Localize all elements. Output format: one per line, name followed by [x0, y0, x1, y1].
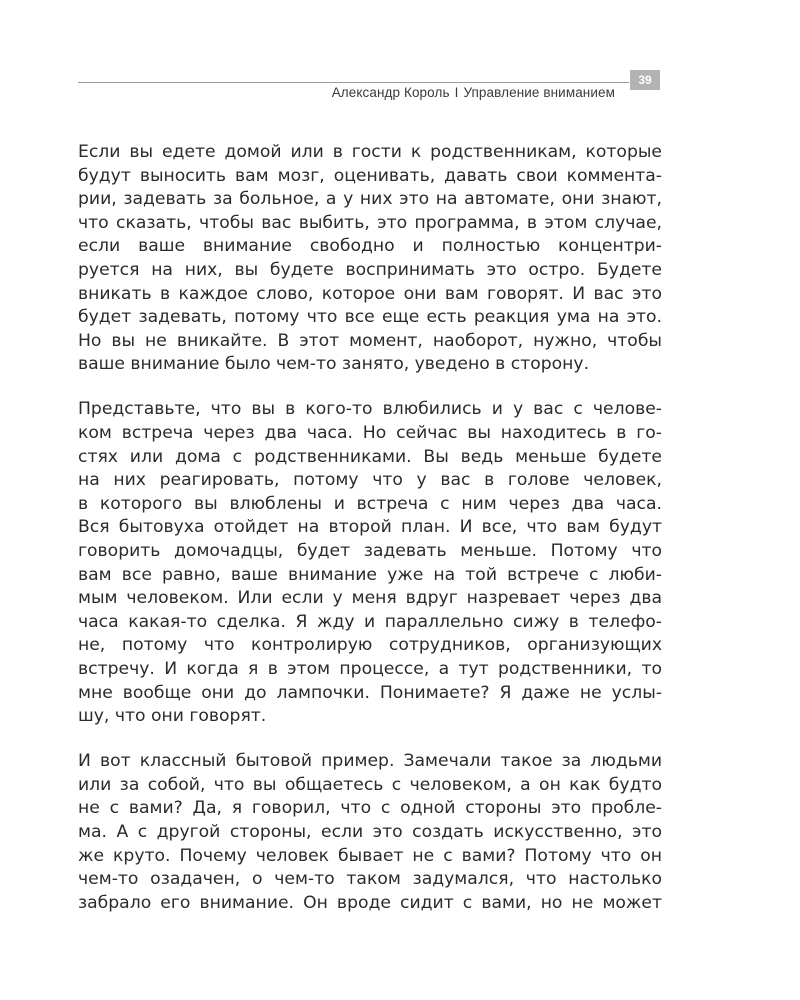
text-line: рии, задевать за больное, а у них это на автомате, они знают,	[78, 189, 662, 210]
text-line: встречу. И когда я в этом процессе, а тут родственники, то	[78, 658, 662, 679]
text-line: забрало его внимание. Он вроде сидит с вами, но не может	[78, 892, 662, 913]
text-line: будет задевать, потому что все еще есть реакция ума на это.	[78, 307, 662, 328]
text-line: И вот классный бытовой пример. Замечали такое за людьми	[78, 751, 662, 772]
text-line: не с вами? Да, я говорил, что с одной стороны это пробле-	[78, 798, 662, 819]
text-line: руется на них, вы будете воспринимать это остро. Будете	[78, 259, 662, 280]
text-line: в которого вы влюблены и встреча с ним через два часа.	[78, 493, 662, 514]
text-line: стях или дома с родственниками. Вы ведь меньше будете	[78, 446, 662, 467]
text-line: мне вообще они до лампочки. Понимаете? Я даже не услы-	[78, 682, 662, 703]
header-rule	[78, 82, 629, 83]
text-line: же круто. Почему человек бывает не с вами? Потому что он	[78, 845, 662, 866]
text-line: ком встреча через два часа. Но сейчас вы находитесь в го-	[78, 423, 662, 444]
author-name: Александр Король	[331, 85, 450, 100]
text-line: что сказать, чтобы вас выбить, это программа, в этом случае,	[78, 212, 662, 233]
running-header	[332, 85, 615, 100]
body-text	[78, 141, 662, 937]
text-line: мым человеком. Или если у меня вдруг назревает через два	[78, 588, 662, 609]
text-line: не, потому что контролирую сотрудников, организующих	[78, 635, 662, 656]
text-line: если ваше внимание свободно и полностью концентри-	[78, 236, 662, 257]
text-line: Если вы едете домой или в гости к родственникам, которые	[78, 142, 662, 162]
page-number: 39	[630, 70, 660, 90]
text-line: на них реагировать, потому что у вас в голове человек,	[78, 470, 662, 491]
text-line: Представьте, что вы в кого-то влюбились и у вас с челове-	[78, 399, 662, 420]
text-line: Но вы не вникайте. В этот момент, наоборот, нужно, чтобы	[78, 330, 662, 351]
text-line: чем-то озадачен, о чем-то таком задумался, что настолько	[78, 869, 662, 890]
text-line: или за собой, что вы общаетесь с человеком, а он как будто	[78, 774, 662, 795]
paragraph-2	[78, 398, 662, 728]
text-line: ма. А с другой стороны, если это создать искусственно, это	[78, 822, 662, 843]
text-line: говорить домочадцы, будет задевать меньше. Потому что	[78, 541, 662, 561]
paragraph-1	[78, 141, 662, 377]
text-line: вникать в каждое слово, которое они вам говорят. И вас это	[78, 283, 662, 304]
text-line: часа какая-то сделка. Я жду и параллельно сижу в телефо-	[78, 611, 662, 632]
paragraph-3	[78, 750, 662, 915]
text-line: Вся бытовуха отойдет на второй план. И все, что вам будут	[78, 517, 662, 538]
header-separator: I	[454, 85, 459, 100]
book-title: Управление вниманием	[463, 85, 615, 100]
text-line: ваше внимание было чем-то занято, уведено в сторону.	[78, 354, 590, 375]
text-line: вам все равно, ваше внимание уже на той встрече с люби-	[78, 564, 662, 585]
text-line: шу, что они говорят.	[78, 706, 267, 727]
text-line: будут выносить вам мозг, оценивать, давать свои коммента-	[78, 165, 662, 186]
